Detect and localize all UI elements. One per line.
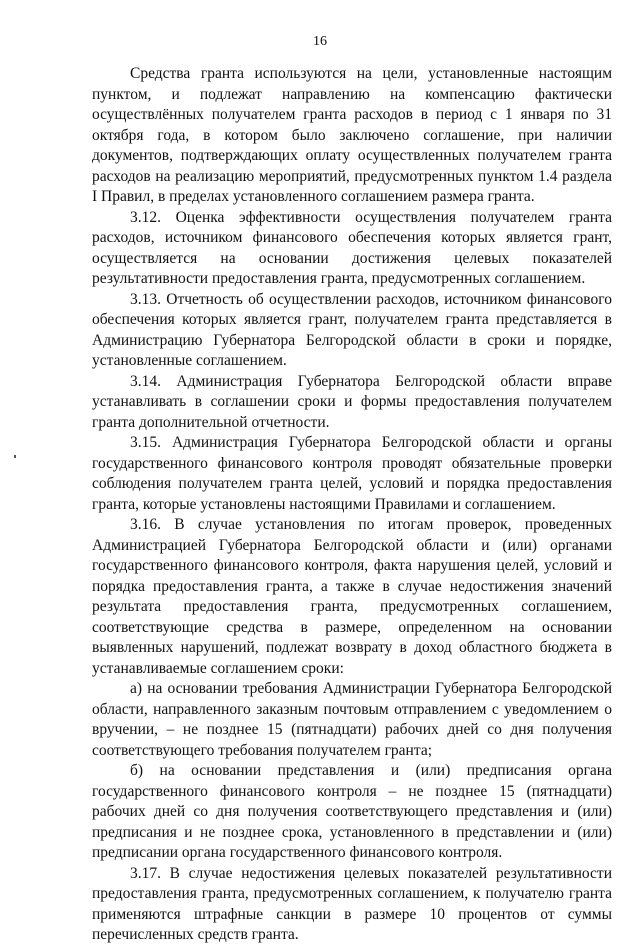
paragraph-3-16-b: б) на основании представления и (или) предписания органа государственного финансового контроля – не позднее 15 (пятнадцати) рабочих дней со дня получения соответствующего представления и (или) предписания и не позднее срока, установленного в представлении и (или) предписании органа государственного финансового контроля. — [92, 762, 612, 861]
paragraph-3-17: 3.17. В случае недостижения целевых показателей результативности предоставления гранта, предусмотренных соглашением, к получателю гранта применяются штрафные санкции в размере 10 процентов от суммы перечисленных средств гранта. — [92, 864, 612, 943]
paragraph-3-15: 3.15. Администрация Губернатора Белгородской области и органы государственного финансового контроля проводят обязательные проверки соблюдения получателем гранта целей, условий и порядка предоставления гранта, которые установлены настоящими Правилами и соглашением. — [92, 434, 612, 513]
paragraph-3-12: 3.12. Оценка эффективности осуществления получателем гранта расходов, источником финансового обеспечения которых является грант, осуществляется на основании достижения целевых показателей результативности предоставления гранта, предусмотренных соглашением. — [92, 208, 612, 287]
page-number: 16 — [313, 34, 327, 49]
scan-speck — [14, 455, 16, 458]
document-body — [92, 64, 612, 946]
paragraph-3-14: 3.14. Администрация Губернатора Белгородской области вправе устанавливать в соглашении сроки и формы предоставления получателем гранта дополнительной отчетности. — [92, 372, 612, 431]
paragraph-3-13: 3.13. Отчетность об осуществлении расходов, источником финансового обеспечения которых является грант, получателем гранта представляется в Администрацию Губернатора Белгородской области в сроки и порядке, установленные соглашением. — [92, 290, 612, 369]
paragraph-grant-usage: Средства гранта используются на цели, установленные настоящим пунктом, и подлежат направлению на компенсацию фактически осуществлённых получателем гранта расходов в период с 1 января по 31 октября года, в котором было заключено соглашение, при наличии документов, подтверждающих оплату осуществленных получателем гранта расходов на реализацию мероприятий, предусмотренных пунктом 1.4 раздела I Правил, в пределах установленного соглашением размера гранта. — [92, 65, 612, 205]
paragraph-3-16: 3.16. В случае установления по итогам проверок, проведенных Администрацией Губернатора Белгородской области и (или) органами государственного финансового контроля, факта нарушения целей, условий и порядка предоставления гранта, а также в случае недостижения значений результата предоставления гранта, предусмотренных соглашением, соответствующие средства в размере, определенном на основании выявленных нарушений, подлежат возврату в доход областного бюджета в устанавливаемые соглашением сроки: — [92, 516, 612, 677]
paragraph-3-16-a: а) на основании требования Администрации Губернатора Белгородской области, направленного заказным почтовым отправлением с уведомлением о вручении, – не позднее 15 (пятнадцати) рабочих дней со дня получения соответствующего требования получателем гранта; — [92, 680, 612, 759]
